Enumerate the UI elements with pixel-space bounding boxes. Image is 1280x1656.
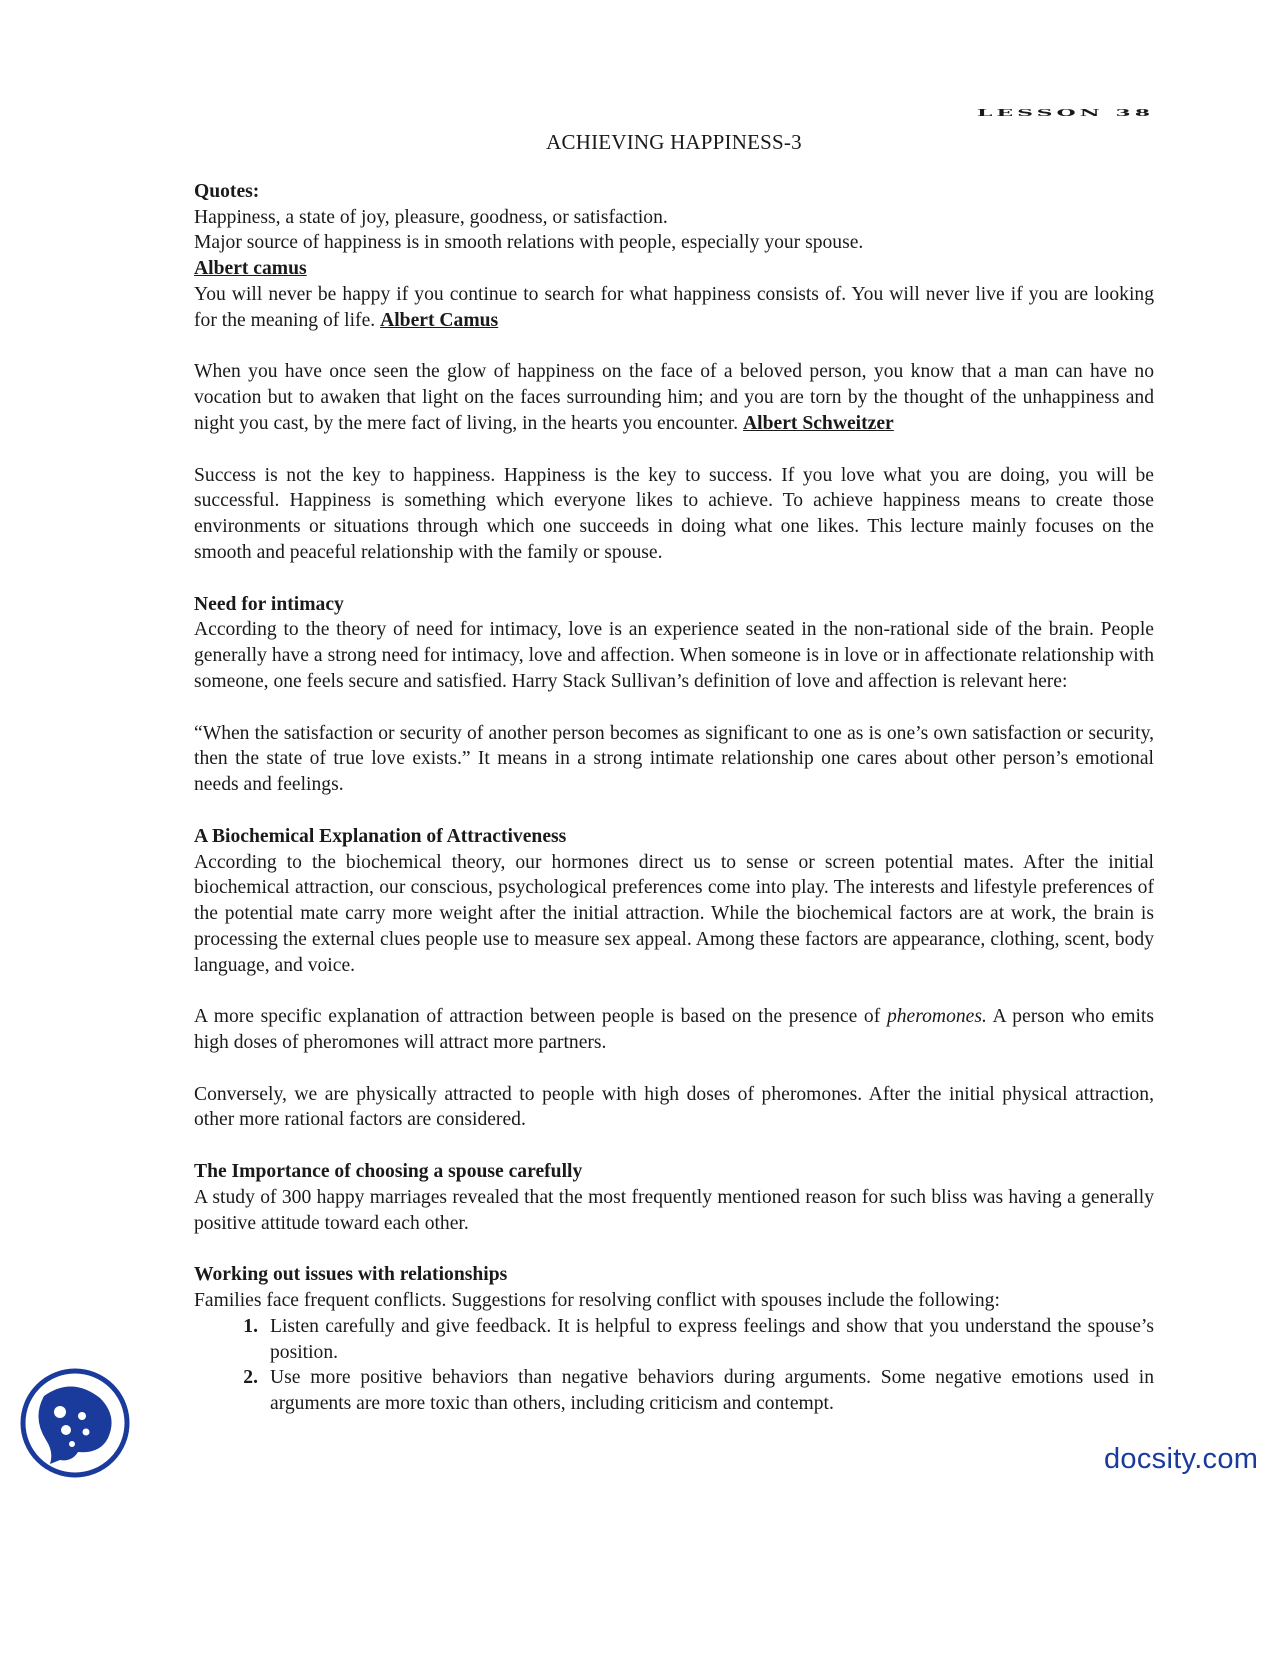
intimacy-heading: Need for intimacy: [194, 593, 344, 615]
quote-line-2: Major source of happiness is in smooth relations with people, especially your spouse.: [194, 232, 864, 254]
docsity-logo-icon: [20, 1368, 130, 1478]
author-heading: Albert camus: [194, 258, 307, 280]
camus-author: Albert Camus: [380, 309, 499, 331]
biochem-paragraph-2: [194, 1004, 1154, 1056]
schweitzer-quote: [194, 359, 1154, 436]
intimacy-paragraph-2: “When the satisfaction or security of another person becomes as significant to one as is one’s own satisfaction or security, then the state of true love exists.” It means in a strong intimate relationship one cares about other person’s emotional needs and feelings.: [194, 722, 1154, 796]
biochem-p2-start: A more specific explanation of attraction between people is based on the presence of: [194, 1006, 887, 1028]
list-item-number: 1.: [243, 1315, 258, 1337]
biochem-paragraph-3: Conversely, we are physically attracted to people with high doses of pheromones. After the initial physical attraction, other more rational factors are considered.: [194, 1083, 1154, 1131]
success-paragraph: Success is not the key to happiness. Happiness is the key to success. If you love what you are doing, you will be successful. Happiness is something which everyone likes to achieve. To achieve happiness means to create those environments or situations through which one succeeds in doing what one likes. This lecture mainly focuses on the smooth and peaceful relationship with the family or spouse.: [194, 464, 1154, 563]
quote-line-1: Happiness, a state of joy, pleasure, goodness, or satisfaction.: [194, 206, 668, 228]
list-item-text: Listen carefully and give feedback. It is helpful to express feelings and show that you understand the spouse’s position.: [270, 1315, 1154, 1363]
camus-quote-text: You will never be happy if you continue to search for what happiness consists of. You will never live if you are looking for the meaning of life.: [194, 283, 1154, 331]
intimacy-paragraph-1: According to the theory of need for intimacy, love is an experience seated in the non-rational side of the brain. People generally have a strong need for intimacy, love and affection. When someone is in love or in affectionate relationship with someone, one feels secure and satisfied. Harry Stack Sullivan’s definition of love and affection is relevant here:: [194, 619, 1154, 692]
biochem-p2-end: A person who emits high doses of pheromones will attract more partners.: [194, 1006, 1154, 1054]
biochem-heading: A Biochemical Explanation of Attractiveness: [194, 825, 567, 847]
list-item: [194, 1314, 1154, 1366]
spouse-paragraph: A study of 300 happy marriages revealed that the most frequently mentioned reason for such bliss was having a generally positive attitude toward each other.: [194, 1186, 1154, 1234]
issues-heading: Working out issues with relationships: [194, 1264, 508, 1286]
biochem-paragraph-1: According to the biochemical theory, our hormones direct us to sense or screen potential mates. After the initial biochemical attraction, our conscious, psychological preferences come into play. The interests and lifestyle preferences of the potential mate carry more weight after the initial attraction. While the biochemical factors are at work, the brain is processing the external clues people use to measure sex appeal. Among these factors are appearance, clothing, scent, body language, and voice.: [194, 851, 1154, 976]
spouse-heading: The Importance of choosing a spouse carefully: [194, 1161, 583, 1183]
quotes-heading: Quotes:: [194, 180, 260, 202]
schweitzer-quote-text: When you have once seen the glow of happiness on the face of a beloved person, you know that a man can have no vocation but to awaken that light on the faces surrounding him; and you are torn by the thought of the unhappiness and night you cast, by the mere fact of living, in the hearts you encounter.: [194, 361, 1154, 434]
camus-quote: [194, 282, 1154, 334]
document-page: [194, 96, 1154, 1417]
list-item: [194, 1365, 1154, 1417]
issues-intro: Families face frequent conflicts. Suggestions for resolving conflict with spouses include the following:: [194, 1290, 1000, 1312]
list-item-number: 2.: [243, 1367, 258, 1389]
schweitzer-author: Albert Schweitzer: [743, 412, 894, 434]
pheromones-term: pheromones.: [886, 1006, 987, 1028]
suggestions-list: [194, 1314, 1154, 1417]
list-item-text: Use more positive behaviors than negative behaviors during arguments. Some negative emotions used in arguments are more toxic than others, including criticism and contempt.: [270, 1367, 1154, 1415]
page-title: ACHIEVING HAPPINESS-3: [546, 130, 802, 154]
docsity-brand: docsity.com: [1104, 1443, 1259, 1475]
lesson-label: LESSON 38: [976, 107, 1154, 119]
